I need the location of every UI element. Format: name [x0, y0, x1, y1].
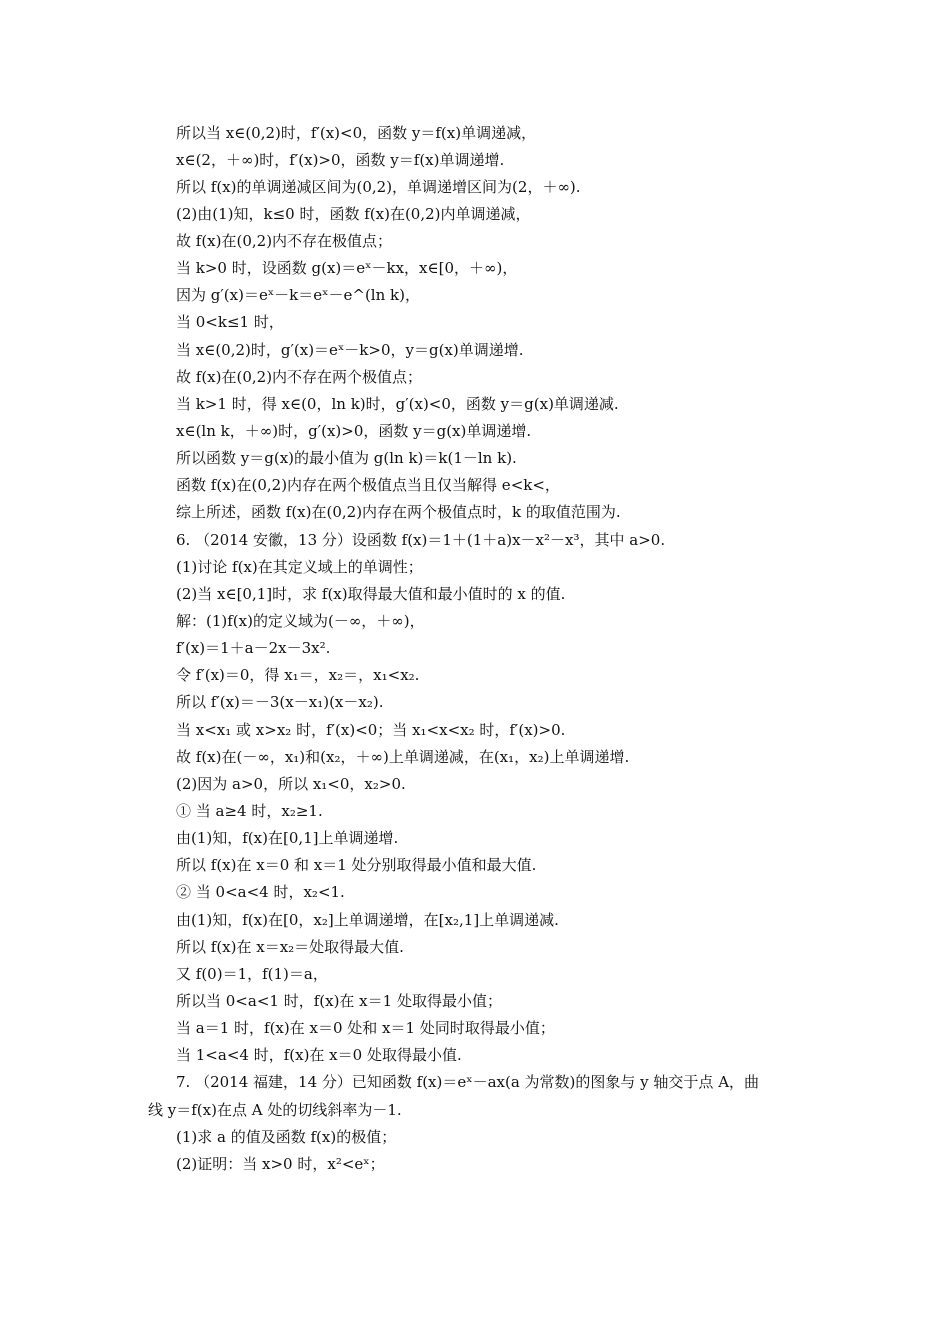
text-line: x∈(ln k，＋∞)时，g′(x)>0，函数 y＝g(x)单调递增. [176, 422, 532, 440]
text-line: 由(1)知，f(x)在[0,1]上单调递增. [176, 829, 399, 847]
text-line: 所以 f(x)在 x＝0 和 x＝1 处分别取得最小值和最大值. [176, 856, 537, 874]
text-line: 当 1<a<4 时，f(x)在 x＝0 处取得最小值. [176, 1046, 462, 1064]
text-line: 当 k>1 时，得 x∈(0，ln k)时，g′(x)<0，函数 y＝g(x)单调递减. [176, 395, 619, 413]
question-6-heading: 6. （2014 安徽，13 分）设函数 f(x)＝1＋(1＋a)x－x²－x³，其中 a>0. [176, 531, 666, 549]
question-7-heading: 7. （2014 福建，14 分）已知函数 f(x)＝eˣ－ax(a 为常数)的图象与 y 轴交于点 A，曲 [176, 1073, 760, 1091]
text-line: 当 x∈(0,2)时，g′(x)＝eˣ－k>0，y＝g(x)单调递增. [176, 341, 524, 359]
text-line: 故 f(x)在(0,2)内不存在极值点； [176, 232, 393, 250]
text-line: 故 f(x)在(－∞，x₁)和(x₂，＋∞)上单调递减，在(x₁，x₂)上单调递增. [176, 748, 630, 766]
text-line: 所以 f(x)的单调递减区间为(0,2)，单调递增区间为(2，＋∞). [176, 178, 581, 196]
text-line: 当 x<x₁ 或 x>x₂ 时，f′(x)<0；当 x₁<x<x₂ 时，f′(x)>0. [176, 721, 566, 739]
text-line: 因为 g′(x)＝eˣ－k＝eˣ－e^(ln k)， [176, 286, 420, 304]
text-line: 所以函数 y＝g(x)的最小值为 g(ln k)＝k(1－ln k). [176, 449, 517, 467]
text-line: 故 f(x)在(0,2)内不存在两个极值点； [176, 368, 423, 386]
text-line: ① 当 a≥4 时，x₂≥1. [176, 802, 323, 820]
text-line: (2)当 x∈[0,1]时，求 f(x)取得最大值和最小值时的 x 的值. [176, 585, 566, 603]
text-line: 令 f′(x)＝0，得 x₁＝，x₂＝，x₁<x₂. [176, 666, 420, 684]
text-line: 解：(1)f(x)的定义域为(－∞，＋∞)， [176, 612, 425, 630]
text-line: 当 a＝1 时，f(x)在 x＝0 处和 x＝1 处同时取得最小值； [176, 1019, 555, 1037]
text-line: (2)证明：当 x>0 时，x²<eˣ； [176, 1155, 385, 1173]
text-line: 所以 f′(x)＝－3(x－x₁)(x－x₂). [176, 693, 384, 711]
text-line: (2)因为 a>0，所以 x₁<0，x₂>0. [176, 775, 406, 793]
text-line: 又 f(0)＝1，f(1)＝a， [176, 965, 328, 983]
text-line: 当 k>0 时，设函数 g(x)＝eˣ－kx，x∈[0，＋∞)， [176, 259, 518, 277]
text-line: 函数 f(x)在(0,2)内存在两个极值点当且仅当解得 e<k<， [176, 476, 560, 494]
text-line: f′(x)＝1＋a－2x－3x². [176, 639, 331, 657]
text-line: x∈(2，＋∞)时，f′(x)>0，函数 y＝f(x)单调递增. [176, 151, 505, 169]
text-line: (2)由(1)知，k≤0 时，函数 f(x)在(0,2)内单调递减， [176, 205, 531, 223]
text-line: 所以当 0<a<1 时，f(x)在 x＝1 处取得最小值； [176, 992, 502, 1010]
text-line: 线 y＝f(x)在点 A 处的切线斜率为－1. [148, 1101, 402, 1119]
text-line: 由(1)知，f(x)在[0，x₂]上单调递增，在[x₂,1]上单调递减. [176, 911, 559, 929]
text-line: ② 当 0<a<4 时，x₂<1. [176, 883, 345, 901]
text-line: 所以 f(x)在 x＝x₂＝处取得最大值. [176, 938, 404, 956]
text-line: (1)求 a 的值及函数 f(x)的极值； [176, 1128, 397, 1146]
text-line: 综上所述，函数 f(x)在(0,2)内存在两个极值点时，k 的取值范围为. [176, 503, 621, 521]
text-line: (1)讨论 f(x)在其定义域上的单调性； [176, 558, 423, 576]
text-line: 当 0<k≤1 时， [176, 313, 284, 331]
text-line: 所以当 x∈(0,2)时，f′(x)<0，函数 y＝f(x)单调递减， [176, 124, 537, 142]
